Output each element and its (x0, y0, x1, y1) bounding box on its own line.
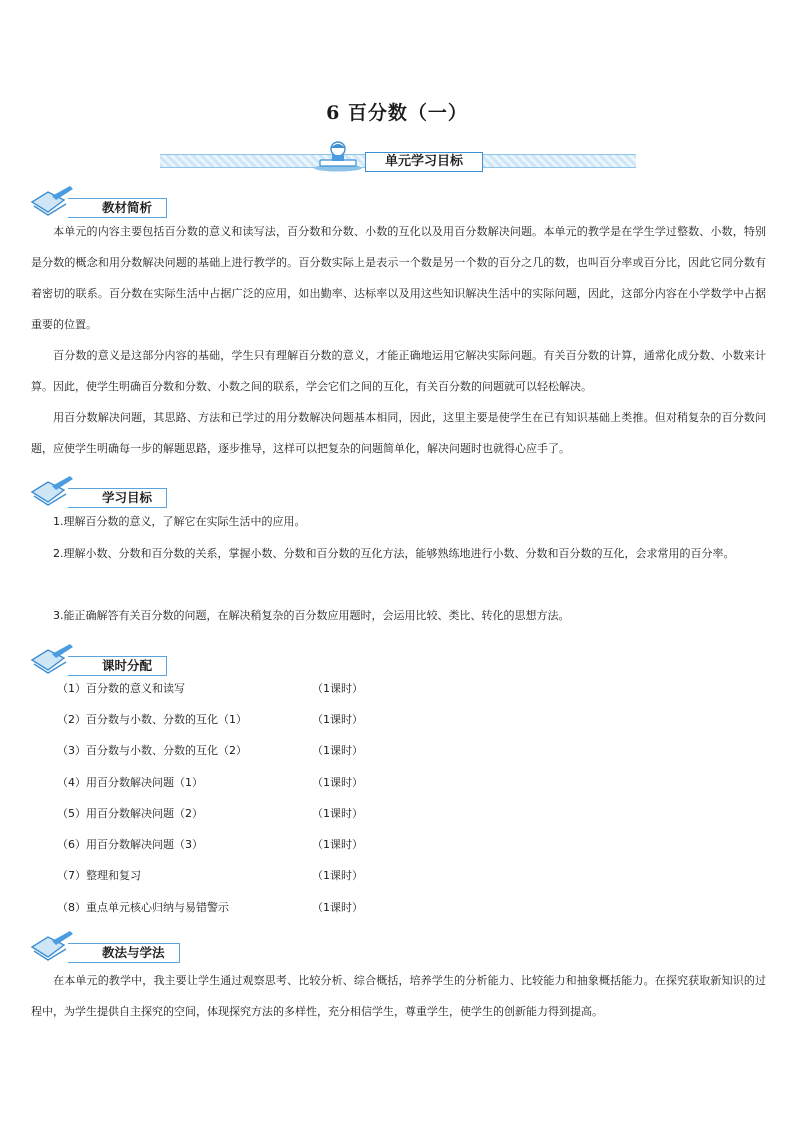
lesson-hours: （1课时） (312, 682, 363, 695)
analysis-paragraph-2: 百分数的意义是这部分内容的基础，学生只有理解百分数的意义，才能正确地运用它解决实际问题。有关百分数的计算，通常化成分数、小数来计算。因此，使学生明确百分数和分数、小数之间的联系，学会它们之间的互化，有关百分数的问题就可以轻松解决。 (31, 349, 766, 393)
lesson-name: （1）百分数的意义和读写 (57, 682, 185, 695)
section-heading-goals (28, 474, 168, 510)
lesson-hours: （1课时） (312, 869, 363, 882)
goal-item-2: 2.理解小数、分数和百分数的关系，掌握小数、分数和百分数的互化方法，能够熟练地进行小数、分数和百分数的互化，会求常用的百分率。 (53, 547, 735, 560)
goal-item-1: 1.理解百分数的意义，了解它在实际生活中的应用。 (53, 515, 306, 528)
lesson-name: （8）重点单元核心归纳与易错警示 (57, 901, 229, 914)
lesson-name: （6）用百分数解决问题（3） (57, 838, 203, 851)
methods-paragraph-1: 在本单元的教学中，我主要让学生通过观察思考、比较分析、综合概括，培养学生的分析能力、比较能力和抽象概括能力。在探究获取新知识的过程中，为学生提供自主探究的空间，体现探究方法的多样性，充分相信学生，尊重学生，使学生的创新能力得到提高。 (31, 974, 766, 1018)
lesson-hours: （1课时） (312, 776, 363, 789)
section-heading-schedule (28, 642, 168, 678)
section-title: 课时分配 (68, 656, 167, 676)
lesson-name: （5）用百分数解决问题（2） (57, 807, 203, 820)
lesson-name: （2）百分数与小数、分数的互化（1） (57, 713, 247, 726)
analysis-paragraph-3: 用百分数解决问题，其思路、方法和已学过的用分数解决问题基本相同，因此，这里主要是使学生在已有知识基础上类推。但对稍复杂的百分数问题，应使学生明确每一步的解题思路，逐步推导，这样可以把复杂的问题简单化，解决问题时也就得心应手了。 (31, 411, 766, 455)
page-title: 6 百分数（一） (326, 102, 468, 124)
lesson-hours: （1课时） (312, 713, 363, 726)
section-heading-methods (28, 929, 168, 965)
banner-label: 单元学习目标 (365, 152, 483, 172)
section-title: 学习目标 (68, 488, 167, 508)
section-heading-analysis (28, 184, 168, 220)
unit-goals-banner (160, 138, 636, 172)
lesson-hours: （1课时） (312, 838, 363, 851)
lesson-name: （7）整理和复习 (57, 869, 141, 882)
section-title: 教法与学法 (68, 943, 180, 963)
goal-item-3: 3.能正确解答有关百分数的问题，在解决稍复杂的百分数应用题时，会运用比较、类比、转化的思想方法。 (53, 609, 570, 622)
lesson-name: （4）用百分数解决问题（1） (57, 776, 203, 789)
lesson-hours: （1课时） (312, 807, 363, 820)
section-title: 教材简析 (68, 198, 167, 218)
lesson-hours: （1课时） (312, 901, 363, 914)
analysis-paragraph-1: 本单元的内容主要包括百分数的意义和读写法，百分数和分数、小数的互化以及用百分数解决问题。本单元的教学是在学生学过整数、小数，特别是分数的概念和用分数解决问题的基础上进行教学的。百分数实际上是表示一个数是另一个数的百分之几的数，也叫百分率或百分比，因此它同分数有着密切的联系。百分数在实际生活中占据广泛的应用，如出勤率、达标率以及用这些知识解决生活中的实际问题，因此，这部分内容在小学数学中占据重要的位置。 (31, 225, 766, 331)
student-reading-icon (310, 138, 366, 172)
lesson-name: （3）百分数与小数、分数的互化（2） (57, 744, 247, 757)
lesson-hours: （1课时） (312, 744, 363, 757)
